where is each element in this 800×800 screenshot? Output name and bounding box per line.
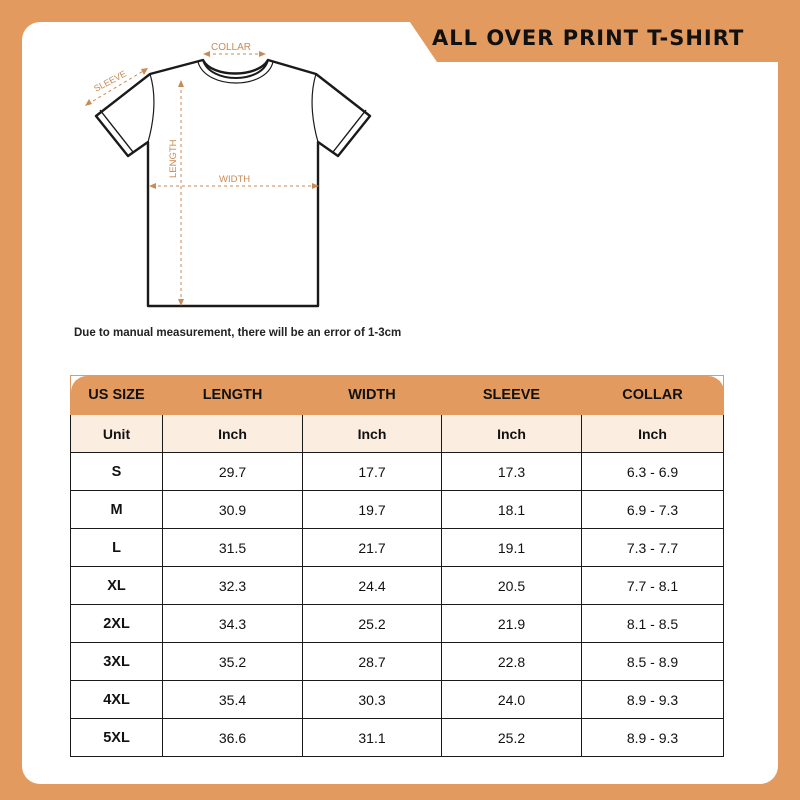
width-cell: 17.7 bbox=[303, 453, 442, 491]
length-cell: 35.2 bbox=[163, 643, 303, 681]
size-cell: 2XL bbox=[71, 605, 163, 643]
width-cell: 30.3 bbox=[303, 681, 442, 719]
collar-cell: 8.5 - 8.9 bbox=[582, 643, 724, 681]
size-cell: XL bbox=[71, 567, 163, 605]
table-row bbox=[71, 491, 724, 529]
sleeve-cell: 21.9 bbox=[442, 605, 582, 643]
size-cell: 3XL bbox=[71, 643, 163, 681]
table-header-row bbox=[71, 376, 724, 415]
collar-cell: 8.9 - 9.3 bbox=[582, 719, 724, 757]
width-cell: 28.7 bbox=[303, 643, 442, 681]
size-cell: 5XL bbox=[71, 719, 163, 757]
sleeve-cell: 17.3 bbox=[442, 453, 582, 491]
header-collar: COLLAR bbox=[582, 376, 724, 415]
size-cell: M bbox=[71, 491, 163, 529]
collar-cell: 8.9 - 9.3 bbox=[582, 681, 724, 719]
table-row bbox=[71, 529, 724, 567]
sleeve-cell: 19.1 bbox=[442, 529, 582, 567]
width-cell: 19.7 bbox=[303, 491, 442, 529]
collar-cell: 7.3 - 7.7 bbox=[582, 529, 724, 567]
sleeve-label: SLEEVE bbox=[92, 68, 128, 94]
length-cell: 29.7 bbox=[163, 453, 303, 491]
length-cell: 34.3 bbox=[163, 605, 303, 643]
collar-cell: 6.9 - 7.3 bbox=[582, 491, 724, 529]
width-cell: 25.2 bbox=[303, 605, 442, 643]
collar-cell: 7.7 - 8.1 bbox=[582, 567, 724, 605]
header-length: LENGTH bbox=[163, 376, 303, 415]
table-row bbox=[71, 605, 724, 643]
length-cell: 36.6 bbox=[163, 719, 303, 757]
length-cell: 35.4 bbox=[163, 681, 303, 719]
sleeve-cell: 22.8 bbox=[442, 643, 582, 681]
sleeve-cell: 18.1 bbox=[442, 491, 582, 529]
collar-label: COLLAR bbox=[211, 42, 252, 53]
size-cell: L bbox=[71, 529, 163, 567]
tshirt-measurement-diagram bbox=[80, 38, 390, 318]
measurement-note: Due to manual measurement, there will be an error of 1-3cm bbox=[74, 327, 402, 339]
width-cell: 31.1 bbox=[303, 719, 442, 757]
unit-collar: Inch bbox=[582, 415, 724, 453]
sleeve-cell: 25.2 bbox=[442, 719, 582, 757]
unit-row bbox=[71, 415, 724, 453]
table-row bbox=[71, 567, 724, 605]
size-cell: S bbox=[71, 453, 163, 491]
width-cell: 24.4 bbox=[303, 567, 442, 605]
size-chart-table bbox=[70, 375, 724, 757]
unit-sleeve: Inch bbox=[442, 415, 582, 453]
header-sleeve: SLEEVE bbox=[442, 376, 582, 415]
table-row bbox=[71, 681, 724, 719]
size-cell: 4XL bbox=[71, 681, 163, 719]
length-cell: 30.9 bbox=[163, 491, 303, 529]
unit-label: Unit bbox=[71, 415, 163, 453]
sleeve-cell: 24.0 bbox=[442, 681, 582, 719]
table-row bbox=[71, 719, 724, 757]
table-row bbox=[71, 453, 724, 491]
length-cell: 32.3 bbox=[163, 567, 303, 605]
page-title: ALL OVER PRINT T-SHIRT bbox=[432, 26, 745, 50]
collar-cell: 6.3 - 6.9 bbox=[582, 453, 724, 491]
sleeve-cell: 20.5 bbox=[442, 567, 582, 605]
unit-width: Inch bbox=[303, 415, 442, 453]
table-row bbox=[71, 643, 724, 681]
length-cell: 31.5 bbox=[163, 529, 303, 567]
width-label: WIDTH bbox=[219, 174, 251, 185]
length-label: LENGTH bbox=[168, 139, 179, 178]
collar-cell: 8.1 - 8.5 bbox=[582, 605, 724, 643]
header-us-size: US SIZE bbox=[71, 376, 163, 415]
header-width: WIDTH bbox=[303, 376, 442, 415]
unit-length: Inch bbox=[163, 415, 303, 453]
width-cell: 21.7 bbox=[303, 529, 442, 567]
